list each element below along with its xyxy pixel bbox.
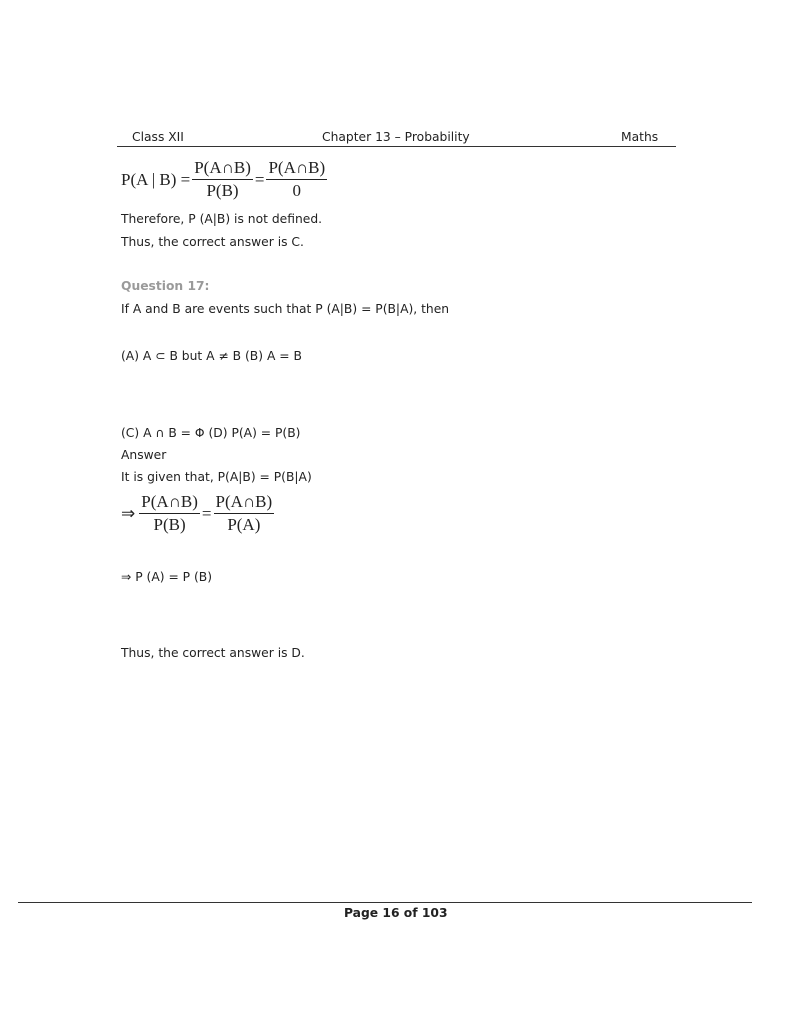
header-chapter: Chapter 13 – Probability	[322, 130, 470, 144]
text-line: Thus, the correct answer is C.	[121, 235, 304, 249]
denominator: P(B)	[153, 515, 186, 534]
text-line: ⇒ P (A) = P (B)	[121, 570, 213, 584]
fraction	[266, 158, 327, 201]
equals-sign: =	[201, 503, 212, 523]
numerator: P(A∩B)	[139, 492, 200, 514]
numerator: P(A∩B)	[266, 158, 327, 180]
answer-label: Answer	[121, 448, 167, 462]
options-cd: (C) A ∩ B = Φ (D) P(A) = P(B)	[121, 426, 301, 440]
header-subject: Maths	[621, 130, 659, 144]
text-line: Therefore, P (A|B) is not defined.	[121, 212, 323, 226]
header-divider	[117, 146, 676, 147]
fraction	[214, 492, 275, 535]
equation-lhs: P(A | B) =	[121, 169, 191, 189]
denominator: P(B)	[206, 181, 239, 200]
question-heading: Question 17:	[121, 279, 210, 293]
denominator: 0	[292, 181, 302, 200]
page-number: Page 16 of 103	[344, 906, 448, 920]
denominator: P(A)	[227, 515, 261, 534]
question-text: If A and B are events such that P (A|B) = P(B|A), then	[121, 302, 450, 316]
implies-arrow: ⇒	[121, 503, 136, 523]
numerator: P(A∩B)	[192, 158, 253, 180]
footer-divider	[18, 902, 752, 903]
equation-conditional-probability	[121, 158, 329, 201]
header-class: Class XII	[132, 130, 184, 144]
options-ab: (A) A ⊂ B but A ≠ B (B) A = B	[121, 349, 302, 363]
fraction	[139, 492, 200, 535]
text-line: Thus, the correct answer is D.	[121, 646, 305, 660]
text-line: It is given that, P(A|B) = P(B|A)	[121, 470, 312, 484]
equals-sign: =	[254, 169, 265, 189]
equation-implication	[121, 492, 276, 535]
fraction	[192, 158, 253, 201]
numerator: P(A∩B)	[214, 492, 275, 514]
